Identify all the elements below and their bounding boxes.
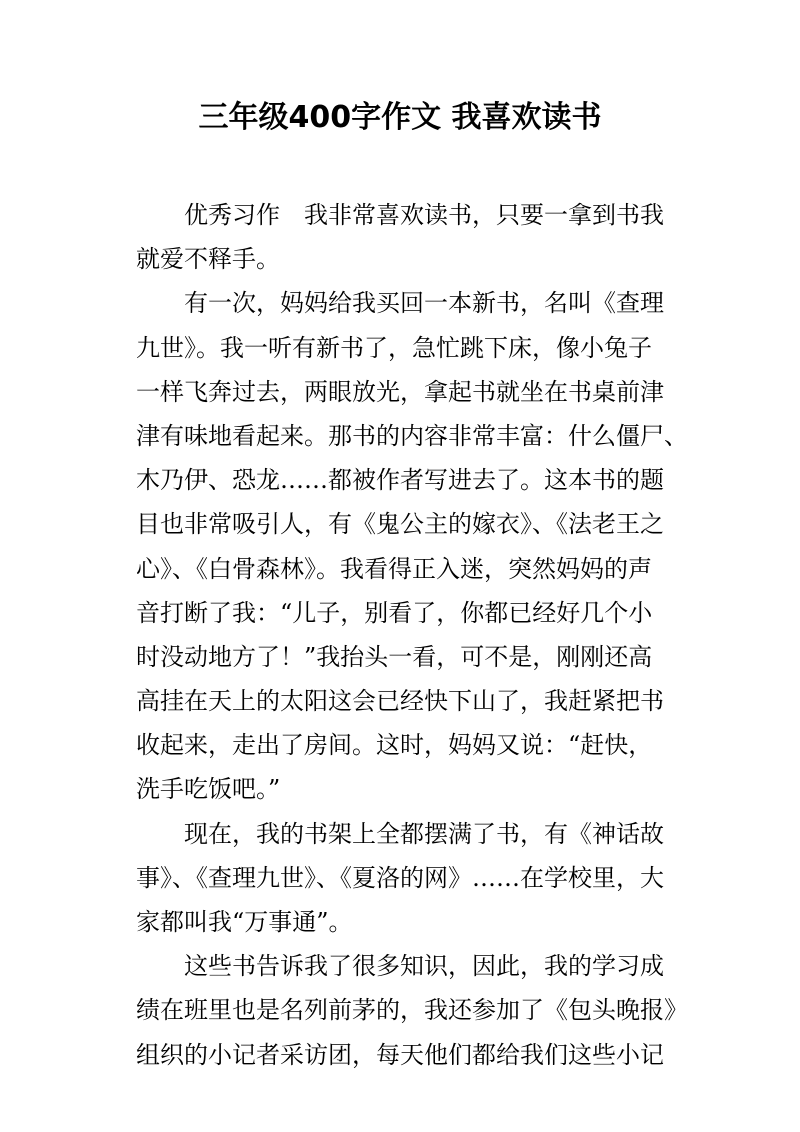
paragraph-line: 木乃伊、恐龙……都被作者写进去了。这本书的题 xyxy=(136,466,664,495)
paragraph-line: 组织的小记者采访团，每天他们都给我们这些小记 xyxy=(136,1040,664,1069)
paragraph-line: 就爱不释手。 xyxy=(136,245,280,274)
paragraph-line: 目也非常吸引人，有《鬼公主的嫁衣》、《法老王之 xyxy=(136,510,664,539)
paragraph-line: 洗手吃饭吧。” xyxy=(136,775,281,804)
paragraph-line: 高挂在天上的太阳这会已经快下山了，我赶紧把书 xyxy=(136,687,664,716)
paragraph-line: 津有味地看起来。那书的内容非常丰富：什么僵尸、 xyxy=(136,421,688,450)
paragraph-line: 收起来，走出了房间。这时，妈妈又说：“赶快， xyxy=(136,731,653,760)
paragraph-line: 有一次，妈妈给我买回一本新书，名叫《查理 xyxy=(184,289,664,318)
document-title: 三年级400字作文 我喜欢读书 xyxy=(198,100,602,135)
paragraph-line: 现在，我的书架上全都摆满了书，有《神话故 xyxy=(184,819,664,848)
paragraph-line: 优秀习作 我非常喜欢读书，只要一拿到书我 xyxy=(184,201,664,229)
paragraph-line: 绩在班里也是名列前茅的，我还参加了《包头晚报》 xyxy=(136,996,688,1025)
paragraph-line: 事》、《查理九世》、《夏洛的网》……在学校里，大 xyxy=(136,863,664,892)
paragraph-line: 一样飞奔过去，两眼放光，拿起书就坐在书桌前津 xyxy=(136,377,664,406)
paragraph-line: 家都叫我“万事通”。 xyxy=(136,908,353,936)
paragraph-line: 这些书告诉我了很多知识，因此，我的学习成 xyxy=(184,952,664,981)
paragraph-line: 心》、《白骨森林》。我看得正入迷，突然妈妈的声 xyxy=(136,554,652,583)
paragraph-line: 九世》。我一听有新书了，急忙跳下床，像小兔子 xyxy=(136,333,652,362)
paragraph-line: 音打断了我：“儿子，别看了，你都已经好几个小 xyxy=(136,598,653,627)
paragraph-line: 时没动地方了！”我抬头一看，可不是，刚刚还高 xyxy=(136,642,653,671)
document-body xyxy=(136,193,688,1077)
